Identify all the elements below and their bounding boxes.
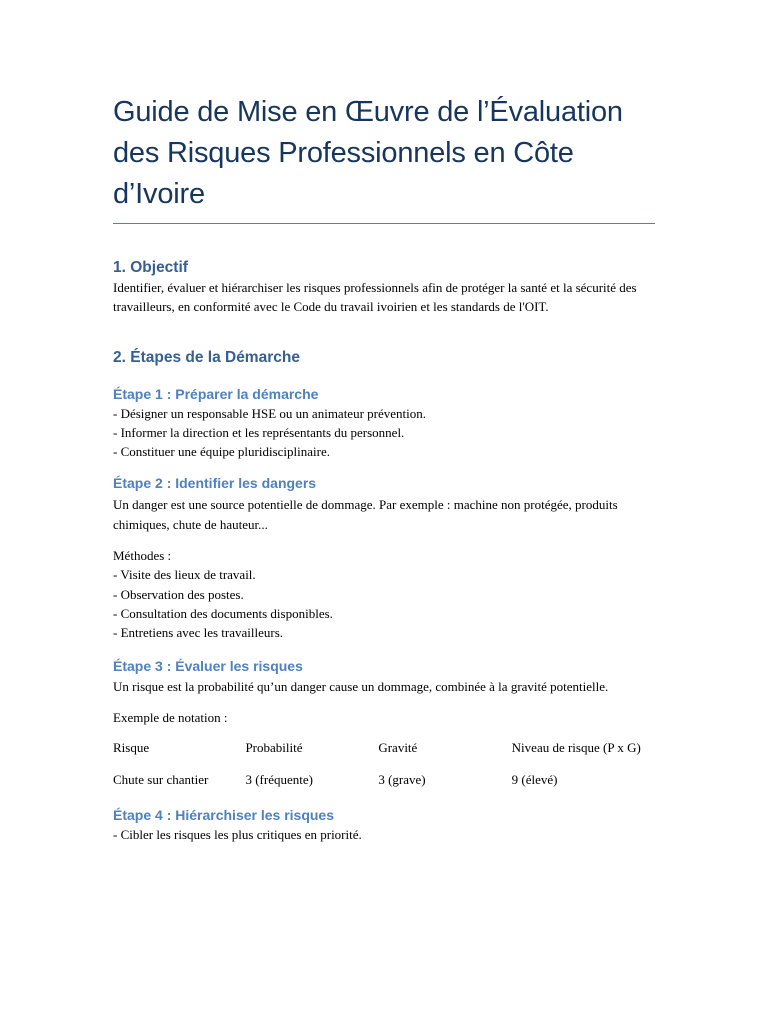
table-header-cell: Gravité <box>378 740 418 756</box>
list-item: - Observation des postes. <box>113 586 244 602</box>
etape3-heading: Étape 3 : Évaluer les risques <box>113 657 303 674</box>
etape2-heading: Étape 2 : Identifier les dangers <box>113 475 317 492</box>
table-header-row <box>113 738 655 770</box>
list-item: - Entretiens avec les travailleurs. <box>113 625 284 641</box>
section-objectif-text: Identifier, évaluer et hiérarchiser les risques professionnels afin de protéger la santé et la sécurité des travailleurs, en conformité avec le Code du travail ivoirien et les standards de l'OIT. <box>113 280 637 315</box>
section-etapes-heading: 2. Étapes de la Démarche <box>113 348 300 366</box>
etape4-list <box>113 825 655 844</box>
methodes-label: Méthodes : <box>113 548 172 564</box>
section-objectif-heading: 1. Objectif <box>113 259 188 276</box>
etape2-methodes-list <box>113 546 655 642</box>
table-cell: 3 (fréquente) <box>245 772 313 788</box>
table-header-cell: Probabilité <box>245 740 303 756</box>
table-header-cell: Risque <box>113 740 150 756</box>
etape1-list <box>113 404 655 462</box>
risk-notation-table <box>113 738 655 790</box>
list-item: - Informer la direction et les représentants du personnel. <box>113 424 405 440</box>
etape2-text: Un danger est une source potentielle de dommage. Par exemple : machine non protégée, produits chimiques, chute de hauteur... <box>113 497 618 532</box>
table-row <box>113 770 655 789</box>
list-item: - Désigner un responsable HSE ou un animateur prévention. <box>113 405 427 421</box>
etape1-heading: Étape 1 : Préparer la démarche <box>113 385 319 402</box>
etape4-heading: Étape 4 : Hiérarchiser les risques <box>113 806 334 823</box>
table-cell: 3 (grave) <box>378 772 426 788</box>
document-title: Guide de Mise en Œuvre de l’Évaluation des Risques Professionnels en Côte d’Ivoire <box>113 96 623 210</box>
title-divider <box>113 223 655 224</box>
etape3-text: Un risque est la probabilité qu’un danger cause un dommage, combinée à la gravité potentielle. <box>113 678 609 694</box>
table-header-cell: Niveau de risque (P x G) <box>511 740 641 756</box>
table-cell: Chute sur chantier <box>113 772 209 788</box>
list-item: - Cibler les risques les plus critiques en priorité. <box>113 826 362 842</box>
example-label: Exemple de notation : <box>113 709 228 725</box>
document-content <box>113 92 655 844</box>
list-item: - Constituer une équipe pluridisciplinaire. <box>113 444 330 460</box>
list-item: - Visite des lieux de travail. <box>113 567 256 583</box>
list-item: - Consultation des documents disponibles. <box>113 605 333 621</box>
table-cell: 9 (élevé) <box>511 772 558 788</box>
